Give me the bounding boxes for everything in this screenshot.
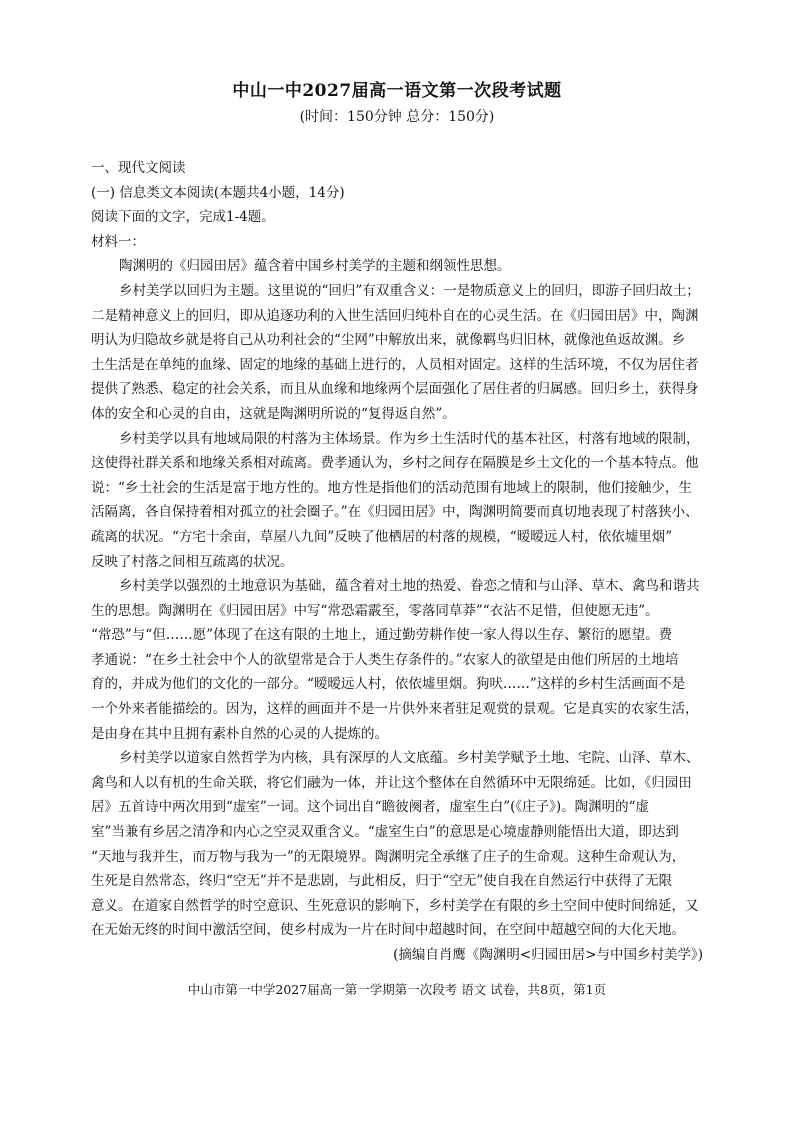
paragraph-line: 在无始无终的时间中激活空间，使乡村成为一片在时间中超越时间，在空间中超越空间的大化天地。 (91, 922, 685, 939)
paragraph-line: 二是精神意义上的回归，即从追逐功利的入世生活回归纯朴自在的心灵生活。在《归园田居》中，陶渊 (91, 307, 699, 324)
paragraph-line: 陶渊明的《归园田居》蕴含着中国乡村美学的主题和纲领性思想。 (119, 258, 511, 275)
paragraph-line: 孝通说：“在乡土社会中个人的欲望常是合于人类生存条件的。”农家人的欲望是由他们所居的土地培 (91, 651, 679, 668)
paragraph-line: 乡村美学以强烈的土地意识为基础，蕴含着对土地的热爱、眷恋之情和与山泽、草木、禽鸟和谐共 (119, 578, 700, 595)
paragraph-line: 意义。在道家自然哲学的时空意识、生死意识的影响下，乡村美学在有限的乡土空间中使时间绵延，又 (91, 897, 699, 914)
paragraph-line: 明认为归隐故乡就是将自己从功利社会的“尘网”中解放出来，就像羁鸟归旧林，就像池鱼返故渊。乡 (91, 332, 686, 349)
source-citation: (摘编自肖鹰《陶渊明<归园田居>与中国乡村美学》) (393, 947, 703, 963)
paragraph-line: 活隔离，各自保持着相对孤立的社会圈子。”在《归园田居》中，陶渊明简要而真切地表现了村落狭小、 (91, 504, 699, 521)
material-label: 材料一： (91, 233, 145, 250)
instruction-text: 阅读下面的文字，完成1-4题。 (91, 209, 275, 226)
paragraph-line: 乡村美学以道家自然哲学为内核，具有深厚的人文底蕴。乡村美学赋予土地、宅院、山泽、草木、 (119, 750, 700, 767)
paragraph-line: 室”当兼有乡居之清净和内心之空灵双重含义。“虚室生白”的意思是心境虚静则能悟出大道，即达到 (91, 824, 679, 841)
paragraph-line: “天地与我并生，而万物与我为一”的无限境界。陶渊明完全承继了庄子的生命观。这种生命观认为， (91, 848, 686, 865)
paragraph-line: 说：“乡土社会的生活是富于地方性的。地方性是指他们的活动范围有地域上的限制，他们接触少，生 (91, 479, 692, 496)
paragraph-line: 提供了熟悉、稳定的社会关系，而且从血缘和地缘两个层面强化了居住者的归属感。回归乡土，获得身 (91, 381, 699, 398)
paragraph-line: 禽鸟和人以有机的生命关联，将它们融为一体，并让这个整体在自然循环中无限绵延。比如，《归园田 (91, 774, 692, 791)
page-footer: 中山市第一中学2027届高一第一学期第一次段考 语文 试卷，共8页，第1页 (187, 982, 607, 997)
paragraph-line: 居》五首诗中两次用到“虚室”一词。这个词出自“瞻彼阕者，虚室生白”(《庄子》)。陶渊明的“虚 (91, 799, 650, 816)
paragraph-line: 乡村美学以具有地域局限的村落为主体场景。作为乡土生活时代的基本社区，村落有地域的限制， (119, 430, 700, 447)
exam-content (91, 156, 703, 968)
paragraph-line: “常恐”与“但……愿”体现了在这有限的土地上，通过勤劳耕作使一家人得以生存、繁衍的愿望。费 (91, 627, 673, 644)
paragraph-line: 育的，并成为他们的文化的一部分。“暧暧远人村，依依墟里烟。狗吠……”这样的乡村生活画面不是 (91, 676, 686, 693)
paragraph-line: 这使得社群关系和地缘关系相对疏离。费孝通认为，乡村之间存在隔膜是乡土文化的一个基本特点。他 (91, 455, 699, 472)
paragraph-line: 反映了村落之间相互疏离的状况。 (91, 553, 294, 570)
sub-section-heading: (一) 信息类文本阅读(本题共4小题，14分) (91, 184, 345, 201)
paragraph-line: 体的安全和心灵的自由，这就是陶渊明所说的“复得返自然”。 (91, 405, 456, 422)
paragraph-line: 一个外来者能描绘的。因为，这样的画面并不是一片供外来者驻足观赏的景观。它是真实的农家生活， (91, 701, 699, 718)
paragraph-line: 土生活是在单纯的血缘、固定的地缘的基础上进行的，人员相对固定。这样的生活环境，不仅为居住者 (91, 356, 699, 373)
exam-title: 中山一中2027届高一语文第一次段考试题 (232, 81, 562, 101)
paragraph-line: 疏离的状况。“方宅十余亩，草屋八九间”反映了他栖居的村落的规模，“暧暧远人村，依依墟里烟” (91, 528, 673, 545)
paragraph-line: 乡村美学以回归为主题。这里说的“回归”有双重含义：一是物质意义上的回归，即游子回归故土； (119, 282, 700, 299)
section-heading: 一、现代文阅读 (91, 160, 186, 176)
paragraph-line: 是由身在其中且拥有素朴自然的心灵的人提炼的。 (91, 725, 388, 742)
paragraph-line: 生死是自然常态，终归“空无”并不是悲剧，与此相反，归于“空无”使自我在自然运行中获得了无限 (91, 873, 673, 890)
exam-subtitle: (时间：150分钟 总分：150分) (299, 109, 495, 125)
paragraph-line: 生的思想。陶渊明在《归园田居》中写“常恐霜霰至，零落同草莽”“衣沾不足惜，但使愿无违”。 (91, 602, 659, 619)
